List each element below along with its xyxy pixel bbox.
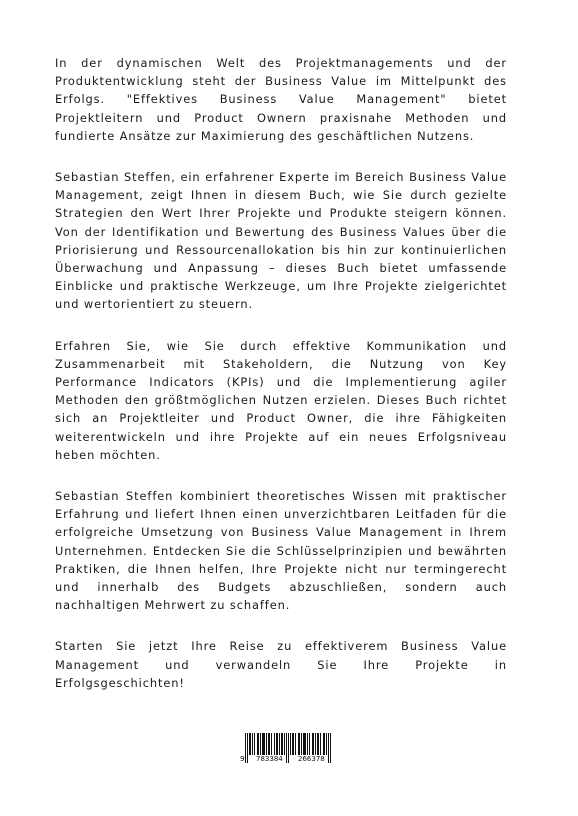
paragraph-guide: Sebastian Steffen kombiniert theoretisches Wissen mit praktischer Erfahrung und liefert Ihnen einen unverzichtbaren Leitfaden für die erfolgreiche Umsetzung von Business Value Management in Ihrem Unternehmen. Entdecken Sie die Schlüsselprinzipien und bewährten Praktiken, die Ihnen helfen, Ihre Projekte nicht nur termingerecht und innerhalb des Budgets abzuschließen, sondern auch nachhaltigen Mehrwert zu schaffen. — [55, 489, 507, 613]
back-cover-text — [55, 54, 507, 715]
barcode-digits — [239, 753, 336, 765]
barcode-digits-left: 783384 — [256, 755, 283, 763]
barcode-digits-right: 266378 — [298, 755, 325, 763]
paragraph-intro: In der dynamischen Welt des Projektmanagements und der Produktentwicklung steht der Business Value im Mittelpunkt des Erfolgs. "Effektives Business Value Management" bietet Projektleitern und Product Ownern praxisnahe Methoden und fundierte Ansätze zur Maximierung des geschäftlichen Nutzens. — [55, 56, 507, 143]
isbn-barcode — [239, 733, 336, 765]
paragraph-closing: Starten Sie jetzt Ihre Reise zu effektiverem Business Value Management und verwandeln Sie Ihre Projekte in Erfolgsgeschichten! — [55, 639, 507, 690]
barcode-digit-first: 9 — [240, 755, 245, 763]
paragraph-stakeholders: Erfahren Sie, wie Sie durch effektive Kommunikation und Zusammenarbeit mit Stakeholdern, die Nutzung von Key Performance Indicators (KPIs) und die Implementierung agiler Methoden den größtmöglichen Nutzen erzielen. Dieses Buch richtet sich an Projektleiter und Product Owner, die ihre Fähigkeiten weiterentwickeln und ihre Projekte auf ein neues Erfolgsniveau heben möchten. — [55, 338, 507, 462]
paragraph-author-strategies: Sebastian Steffen, ein erfahrener Experte im Bereich Business Value Management, zeigt Ihnen in diesem Buch, wie Sie durch gezielte Strategien den Wert Ihrer Projekte und Produkte steigern können. Von der Identifikation und Bewertung des Business Values über die Priorisierung und Ressourcenallokation bis hin zur kontinuierlichen Überwachung und Anpassung – dieses Buch bietet umfassende Einblicke und praktische Werkzeuge, um Ihre Projekte zielgerichtet und wertorientiert zu steuern. — [55, 170, 507, 312]
